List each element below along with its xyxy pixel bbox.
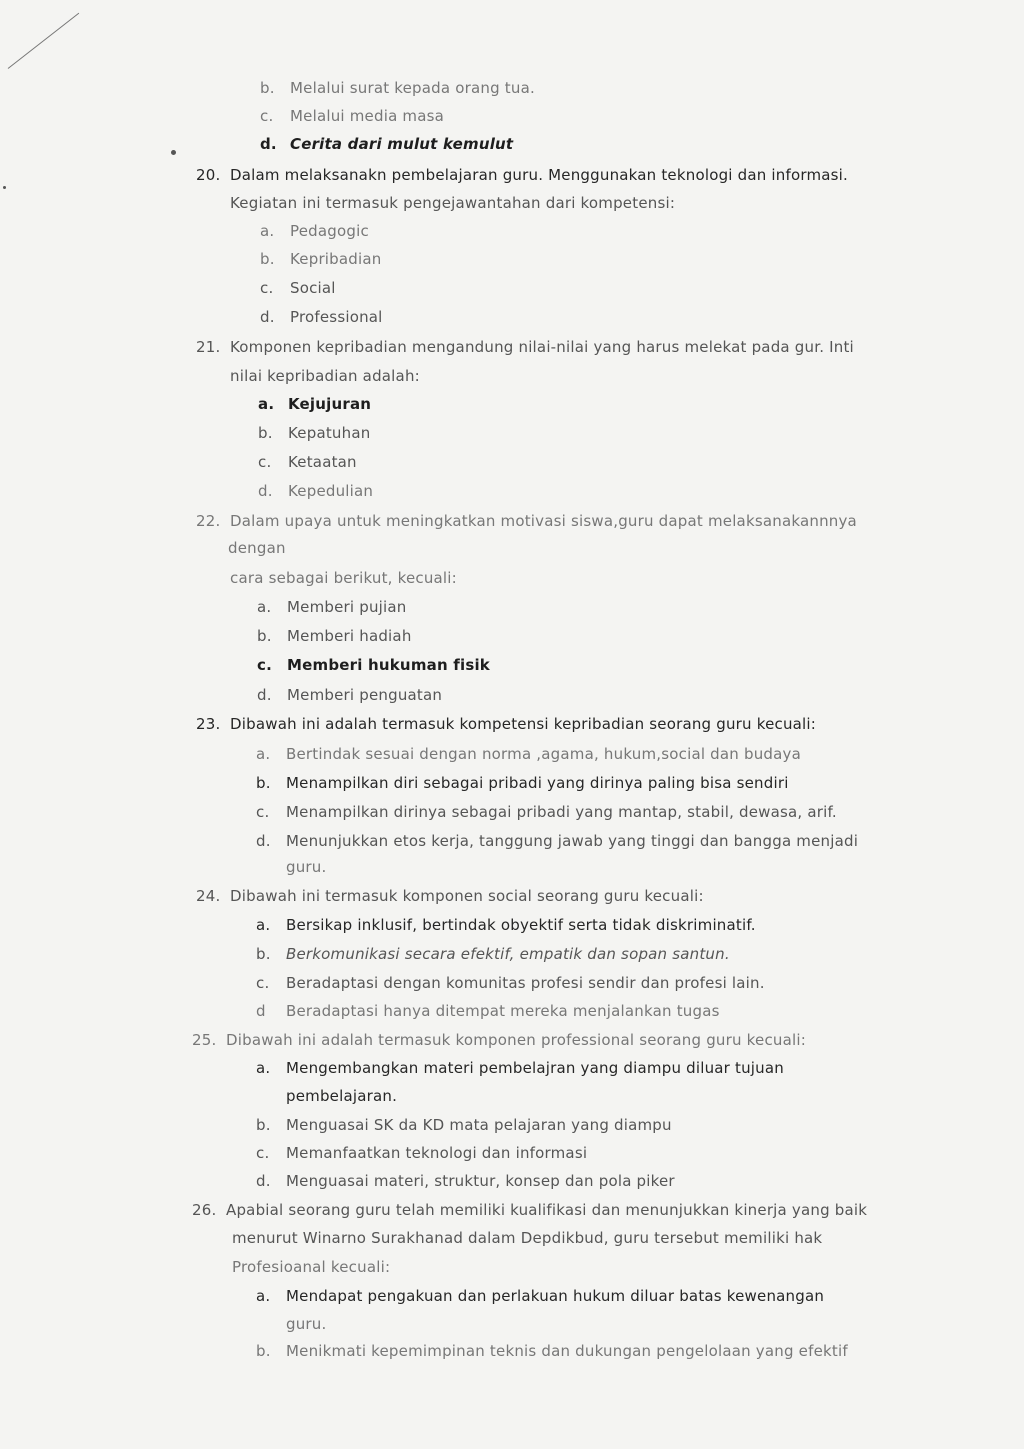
q26-option-a-cont: guru. (286, 1315, 327, 1333)
scan-artifact-dot (171, 150, 176, 155)
q22-option-a: a. Memberi pujian (257, 598, 407, 616)
q24-option-a: a. Bersikap inklusif, bertindak obyektif serta tidak diskriminatif. (256, 916, 756, 934)
q25-option-a-cont: pembelajaran. (286, 1087, 398, 1105)
q23-stem: 23. Dibawah ini adalah termasuk kompetensi kepribadian seorang guru kecuali: (196, 715, 817, 733)
q21-option-c: c. Ketaatan (258, 453, 357, 471)
q26-stem-cont-2: Profesioanal kecuali: (232, 1258, 391, 1276)
q20-option-d: d. Professional (260, 308, 383, 326)
q24-option-d: d Beradaptasi hanya ditempat mereka menjalankan tugas (256, 1002, 720, 1020)
q21-option-d: d. Kepedulian (258, 482, 374, 500)
q22-stem-cont-1: dengan (228, 539, 286, 557)
q26-stem-cont-1: menurut Winarno Surakhanad dalam Depdikbud, guru tersebut memiliki hak (232, 1229, 823, 1247)
q19-option-d: d. Cerita dari mulut kemulut (260, 135, 514, 153)
q25-option-d: d. Menguasai materi, struktur, konsep dan pola piker (256, 1172, 675, 1190)
q22-option-c: c. Memberi hukuman fisik (257, 656, 490, 674)
q26-option-b: b. Menikmati kepemimpinan teknis dan dukungan pengelolaan yang efektif (256, 1342, 848, 1360)
q23-option-a: a. Bertindak sesuai dengan norma ,agama, hukum,social dan budaya (256, 745, 801, 763)
q25-stem: 25. Dibawah ini adalah termasuk komponen professional seorang guru kecuali: (192, 1031, 806, 1049)
q20-option-b: b. Kepribadian (260, 250, 382, 268)
q24-stem: 24. Dibawah ini termasuk komponen social seorang guru kecuali: (196, 887, 704, 905)
q23-option-d: d. Menunjukkan etos kerja, tanggung jawab yang tinggi dan bangga menjadi (256, 832, 859, 850)
q20-option-c: c. Social (260, 279, 336, 297)
q23-option-b: b. Menampilkan diri sebagai pribadi yang dirinya paling bisa sendiri (256, 774, 789, 792)
q19-option-c: c. Melalui media masa (260, 107, 445, 125)
q22-stem-cont-2: cara sebagai berikut, kecuali: (230, 569, 457, 587)
q26-option-a: a. Mendapat pengakuan dan perlakuan hukum diluar batas kewenangan (256, 1287, 825, 1305)
q20-stem-cont: Kegiatan ini termasuk pengejawantahan dari kompetensi: (230, 194, 676, 212)
q21-stem: 21. Komponen kepribadian mengandung nilai-nilai yang harus melekat pada gur. Inti (196, 338, 854, 356)
q23-option-d-cont: guru. (286, 858, 327, 876)
scan-artifact-stroke (8, 13, 80, 69)
q25-option-a: a. Mengembangkan materi pembelajran yang diampu diluar tujuan (256, 1059, 784, 1077)
scan-artifact-dot (3, 186, 6, 189)
q21-option-b: b. Kepatuhan (258, 424, 371, 442)
q24-option-b: b. Berkomunikasi secara efektif, empatik dan sopan santun. (256, 945, 730, 963)
q20-option-a: a. Pedagogic (260, 222, 369, 240)
q20-stem: 20. Dalam melaksanakn pembelajaran guru. Menggunakan teknologi dan informasi. (196, 166, 849, 184)
q26-stem: 26. Apabial seorang guru telah memiliki kualifikasi dan menunjukkan kinerja yang baik (192, 1201, 868, 1219)
q22-option-d: d. Memberi penguatan (257, 686, 443, 704)
q21-option-a: a. Kejujuran (258, 395, 372, 413)
q22-stem: 22. Dalam upaya untuk meningkatkan motivasi siswa,guru dapat melaksanakannnya (196, 512, 857, 530)
q24-option-c: c. Beradaptasi dengan komunitas profesi sendir dan profesi lain. (256, 974, 765, 992)
q25-option-c: c. Memanfaatkan teknologi dan informasi (256, 1144, 588, 1162)
q25-option-b: b. Menguasai SK da KD mata pelajaran yang diampu (256, 1116, 672, 1134)
q22-option-b: b. Memberi hadiah (257, 627, 412, 645)
q23-option-c: c. Menampilkan dirinya sebagai pribadi yang mantap, stabil, dewasa, arif. (256, 803, 837, 821)
q19-option-b: b. Melalui surat kepada orang tua. (260, 79, 535, 97)
q21-stem-cont: nilai kepribadian adalah: (230, 367, 420, 385)
